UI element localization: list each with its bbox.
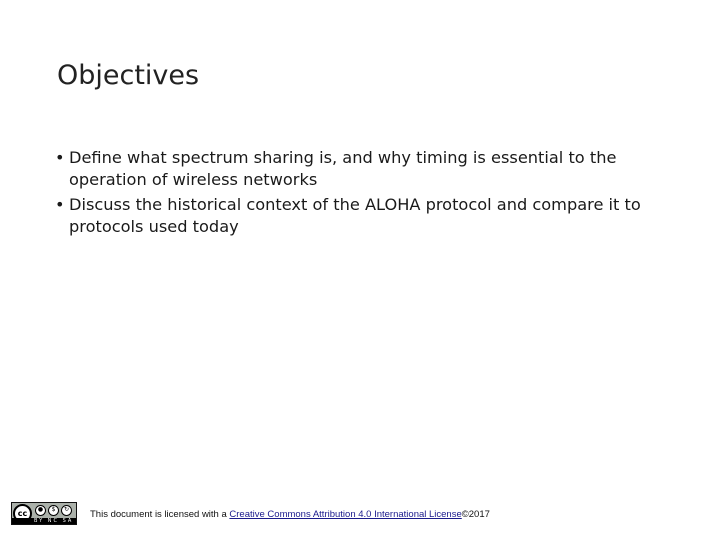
license-footer [11,502,711,526]
noncommercial-icon: $ [48,505,59,516]
license-link[interactable]: Creative Commons Attribution 4.0 International License [229,509,462,520]
objectives-list [55,147,665,241]
bullet-text: Define what spectrum sharing is, and why timing is essential to the operation of wireless networks [69,148,617,189]
bullet-marker: • [55,195,65,214]
badge-strip: BY NC SA [12,518,76,524]
list-item [55,147,665,191]
copyright-text: ©2017 [461,509,490,520]
cc-logo-icon: cc [13,504,32,523]
license-prefix: This document is licensed with a [90,509,227,520]
list-item [55,194,665,238]
slide-title: Objectives [57,60,200,91]
license-text [90,509,490,520]
creative-commons-badge[interactable] [11,502,77,525]
bullet-marker: • [55,148,65,167]
bullet-text: Discuss the historical context of the ALOHA protocol and compare it to protocols used today [69,195,641,236]
attribution-icon: ● [35,505,46,516]
sharealike-icon: ↻ [61,505,72,516]
